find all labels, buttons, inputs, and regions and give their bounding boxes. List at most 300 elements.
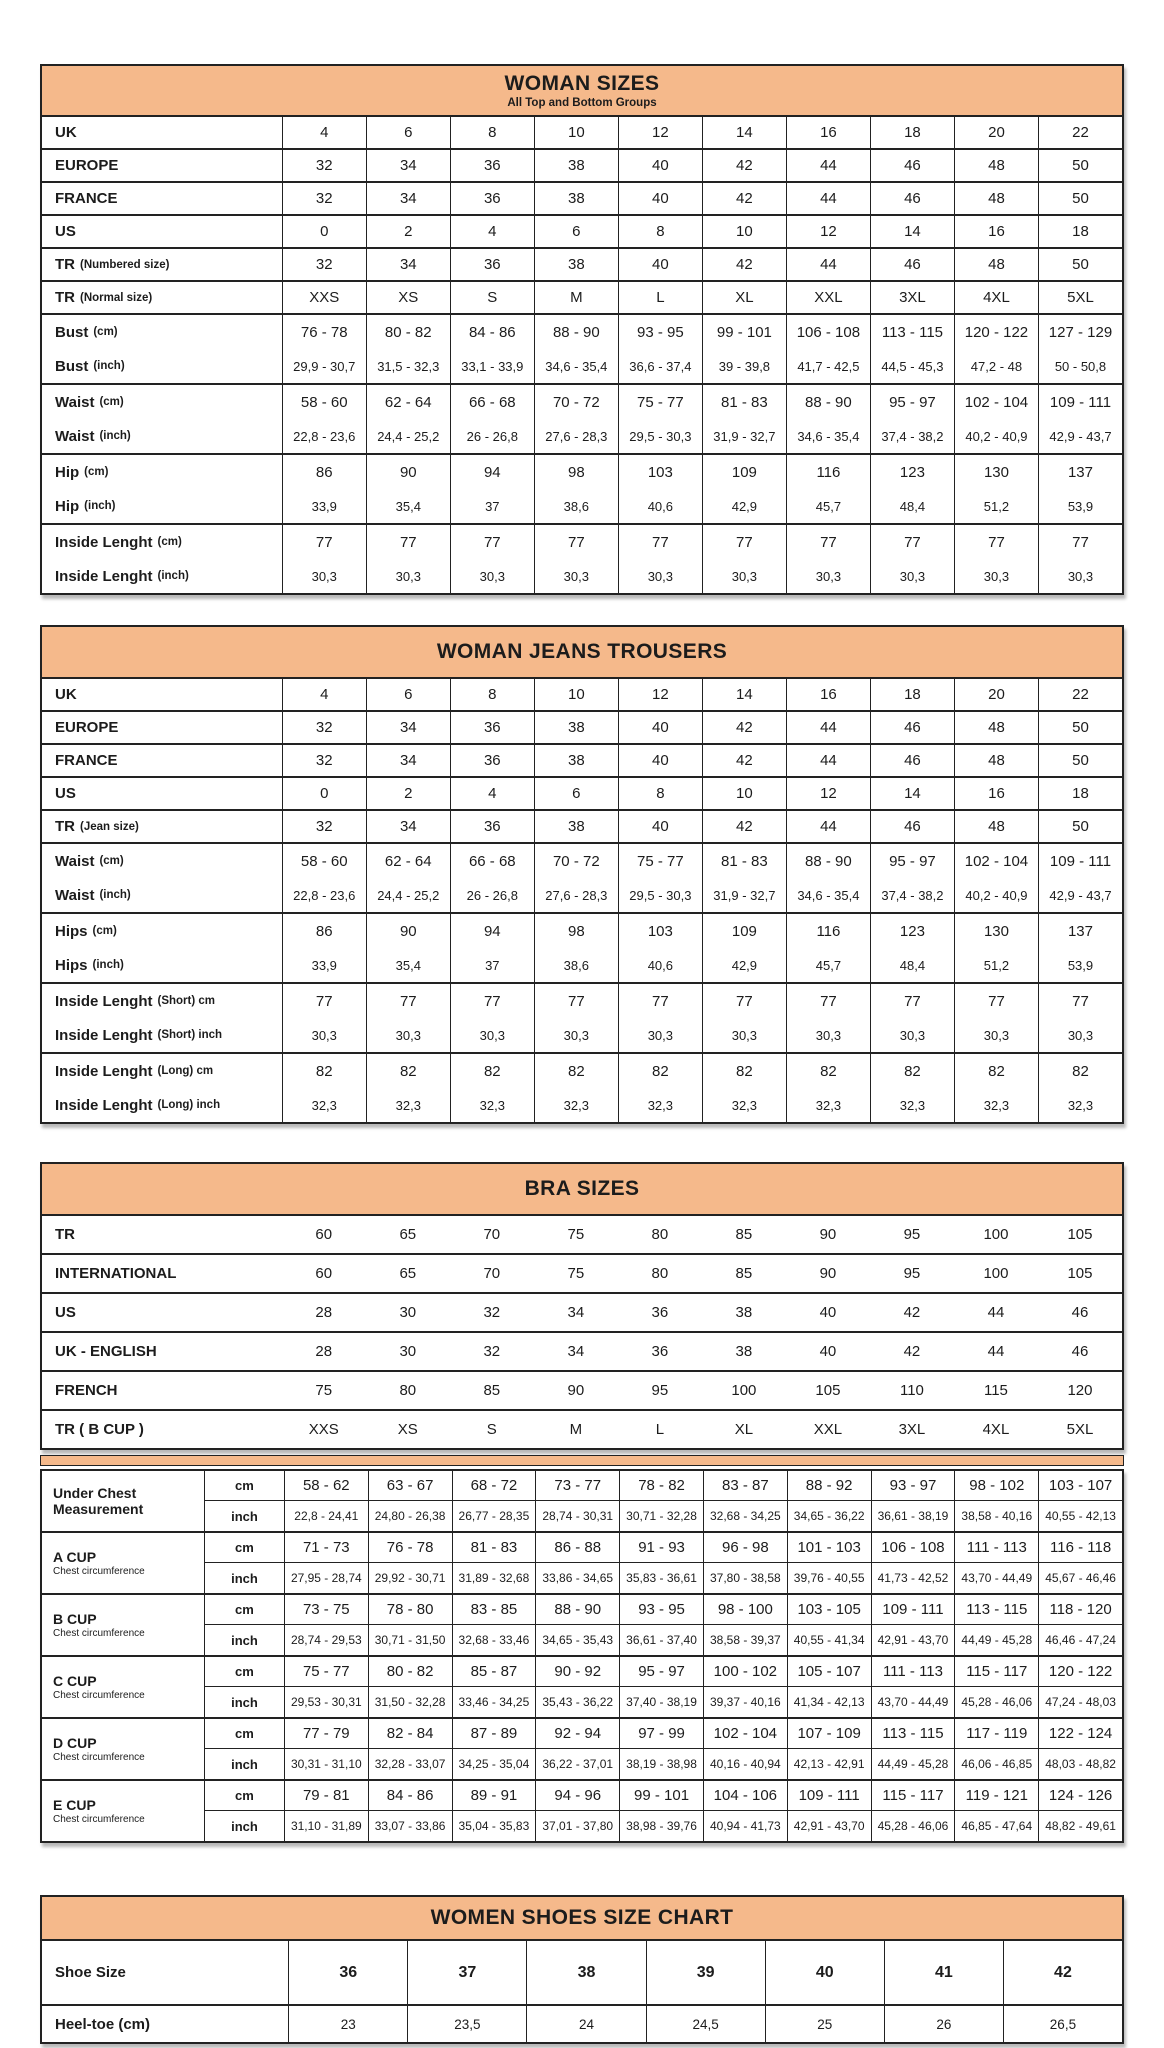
table-row: [42, 679, 1122, 710]
row-label-text: UK: [55, 686, 77, 703]
size-value-cell: 34,65 - 36,22: [787, 1501, 871, 1531]
size-value-cell: L: [655, 1421, 665, 1438]
row-label-text: US: [55, 785, 76, 802]
size-value-cell: 77: [534, 984, 618, 1018]
size-value-cell: 36: [288, 1941, 407, 2004]
size-value-cell: 62 - 64: [366, 385, 450, 419]
size-value-cell: 82: [366, 1054, 450, 1088]
size-value-cell: 34,25 - 35,04: [452, 1749, 536, 1779]
size-value-cell: 32,28 - 33,07: [368, 1749, 452, 1779]
size-value-cell: 75: [315, 1382, 333, 1399]
size-value-cell: 26 - 26,8: [450, 878, 534, 912]
size-value-cell: 45,28 - 46,06: [871, 1811, 955, 1841]
size-value-cell: 90: [366, 455, 450, 489]
size-value-cell: 28,74 - 29,53: [284, 1625, 368, 1655]
table-row: [42, 745, 1122, 776]
row-label-text: Bust: [55, 357, 89, 375]
table-row: [42, 183, 1122, 214]
size-value-cell: 82 - 84: [368, 1719, 452, 1749]
row-label: [42, 282, 282, 313]
size-value-cell: 36,61 - 37,40: [619, 1625, 703, 1655]
size-value-cell: 26,77 - 28,35: [452, 1501, 536, 1531]
size-value-cell: 32: [282, 183, 366, 214]
size-value-cell: 40,6: [618, 489, 702, 523]
size-value-cell: 30,3: [366, 1018, 450, 1052]
size-value-cell: 86: [282, 455, 366, 489]
size-value-cell: 48: [954, 183, 1038, 214]
table-row: [42, 984, 1122, 1018]
row-label-text: Shoe Size: [55, 1964, 126, 1981]
size-value-cell: 80 - 82: [368, 1657, 452, 1687]
size-value-cell: 46: [1071, 1343, 1089, 1360]
row-label: [42, 948, 282, 982]
size-value-cell: 38: [534, 712, 618, 743]
size-value-cell: 22,8 - 24,41: [284, 1501, 368, 1531]
size-value-cell: 46: [870, 150, 954, 181]
size-value-cell: 14: [870, 778, 954, 809]
size-value-cell: 85: [483, 1382, 501, 1399]
size-value-cell: 116 - 118: [1038, 1533, 1122, 1563]
size-value-cell: 22,8 - 23,6: [282, 878, 366, 912]
size-value-cell: 71 - 73: [284, 1533, 368, 1563]
size-value-cell: 84 - 86: [368, 1781, 452, 1811]
row-label: [42, 1941, 288, 2004]
size-value-cell: XS: [397, 1421, 418, 1438]
size-value-cell: 85: [735, 1265, 753, 1282]
shoes-header: [42, 1897, 1122, 1941]
size-value-cell: 95: [651, 1382, 669, 1399]
size-value-cell: 10: [534, 117, 618, 148]
row-group: [42, 844, 1122, 914]
size-value-cell: 38: [534, 249, 618, 280]
size-value-cell: 63 - 67: [368, 1471, 452, 1501]
size-value-cell: 83 - 85: [452, 1595, 536, 1625]
size-value-cell: 6: [366, 117, 450, 148]
row-label-text: TR: [55, 818, 75, 835]
size-value-cell: 38: [534, 745, 618, 776]
size-value-cell: 95: [903, 1226, 921, 1243]
size-value-cell: 120: [1067, 1382, 1093, 1399]
size-value-cell: 24: [526, 2006, 645, 2042]
unit-cell: inch: [204, 1749, 284, 1779]
row-label: [42, 712, 282, 743]
size-value-cell: 30: [399, 1304, 417, 1321]
size-value-cell: 92 - 94: [535, 1719, 619, 1749]
row-label-text: TR: [55, 1226, 75, 1243]
cup-row-group: [42, 1595, 1122, 1657]
row-label: [42, 525, 282, 559]
size-value-cell: 77: [366, 525, 450, 559]
size-value-cell: 95 - 97: [619, 1657, 703, 1687]
size-value-cell: 36,22 - 37,01: [535, 1749, 619, 1779]
size-value-cell: 82: [702, 1054, 786, 1088]
size-value-cell: 46: [870, 712, 954, 743]
row-group: [42, 679, 1122, 712]
size-value-cell: 77: [954, 525, 1038, 559]
size-value-cell: 82: [282, 1054, 366, 1088]
size-value-cell: 50: [1038, 712, 1122, 743]
row-label-note: (Jean size): [80, 820, 139, 833]
row-label-text: Inside Lenght: [55, 992, 153, 1010]
size-value-cell: 32,3: [954, 1088, 1038, 1122]
row-label-note: (inch): [84, 500, 116, 512]
size-value-cell: 39,37 - 40,16: [703, 1687, 787, 1717]
size-value-cell: 32,3: [534, 1088, 618, 1122]
size-value-cell: XXS: [282, 282, 366, 313]
size-value-cell: 103: [618, 914, 702, 948]
size-value-cell: 30,3: [282, 559, 366, 593]
size-value-cell: 77: [870, 525, 954, 559]
size-value-cell: 40,55 - 41,34: [787, 1625, 871, 1655]
size-value-cell: 38,98 - 39,76: [619, 1811, 703, 1841]
size-value-cell: 38,6: [534, 948, 618, 982]
size-value-cell: 107 - 109: [787, 1719, 871, 1749]
size-value-cell: 6: [366, 679, 450, 710]
size-value-cell: 25: [765, 2006, 884, 2042]
row-label-note: (cm): [84, 466, 109, 478]
size-value-cell: 26: [884, 2006, 1003, 2042]
row-label-text: Waist: [55, 852, 95, 870]
size-value-cell: 109 - 111: [1038, 385, 1122, 419]
row-label: [42, 183, 282, 214]
size-value-cell: 26,5: [1003, 2006, 1122, 2042]
woman-sizes-table: [40, 64, 1124, 595]
size-value-cell: 37: [450, 948, 534, 982]
row-label: [42, 1372, 282, 1409]
size-value-cell: 45,67 - 46,46: [1038, 1563, 1122, 1593]
size-value-cell: 65: [399, 1226, 417, 1243]
size-value-cell: 76 - 78: [368, 1533, 452, 1563]
table-row: [42, 559, 1122, 593]
size-value-cell: 47,2 - 48: [954, 349, 1038, 383]
size-value-cell: 29,5 - 30,3: [618, 878, 702, 912]
table-row: [42, 315, 1122, 349]
table-row: [42, 778, 1122, 809]
size-value-cell: 30,3: [702, 1018, 786, 1052]
size-value-cell: 77: [870, 984, 954, 1018]
size-value-cell: 85 - 87: [452, 1657, 536, 1687]
size-value-cell: 115 - 117: [871, 1781, 955, 1811]
row-label-note: (cm): [99, 855, 124, 867]
size-value-cell: 42: [903, 1343, 921, 1360]
row-label: [42, 455, 282, 489]
size-value-cell: 31,5 - 32,3: [366, 349, 450, 383]
size-value-cell: 10: [534, 679, 618, 710]
row-label: [42, 1719, 204, 1779]
row-group: [42, 1333, 1122, 1372]
size-value-cell: 70 - 72: [534, 844, 618, 878]
row-label: [42, 1533, 204, 1593]
size-value-cell: 109: [702, 914, 786, 948]
size-value-cell: 36: [651, 1304, 669, 1321]
row-label-text: UK - ENGLISH: [55, 1343, 157, 1360]
size-value-cell: 30,3: [534, 559, 618, 593]
row-label-note: (Long) cm: [157, 1065, 214, 1077]
size-value-cell: 48: [954, 150, 1038, 181]
size-value-cell: 75 - 77: [618, 844, 702, 878]
row-label-note: (inch): [93, 360, 125, 372]
size-value-cell: 58 - 60: [282, 385, 366, 419]
size-value-cell: 33,9: [282, 489, 366, 523]
size-value-cell: 76 - 78: [282, 315, 366, 349]
size-value-cell: 30,3: [534, 1018, 618, 1052]
size-value-cell: 105 - 107: [787, 1657, 871, 1687]
size-value-cell: 33,86 - 34,65: [535, 1563, 619, 1593]
row-label-note: (Long) inch: [157, 1099, 221, 1111]
size-value-cell: 40,2 - 40,9: [954, 419, 1038, 453]
size-value-cell: 109 - 111: [1038, 844, 1122, 878]
size-value-cell: 77: [618, 525, 702, 559]
size-value-cell: 47,24 - 48,03: [1038, 1687, 1122, 1717]
row-label-note: (Short) cm: [157, 995, 215, 1007]
row-label-text: FRANCE: [55, 752, 118, 769]
row-group: [42, 249, 1122, 282]
size-value-cell: 12: [618, 679, 702, 710]
size-value-cell: 39 - 39,8: [702, 349, 786, 383]
size-value-cell: 111 - 113: [871, 1657, 955, 1687]
size-value-cell: 103: [618, 455, 702, 489]
size-value-cell: 80 - 82: [366, 315, 450, 349]
size-value-cell: 60: [315, 1265, 333, 1282]
row-group: [42, 1255, 1122, 1294]
row-label-note: (Normal size): [80, 291, 153, 304]
size-value-cell: 32: [282, 745, 366, 776]
size-value-cell: 119 - 121: [954, 1781, 1038, 1811]
row-group: [42, 150, 1122, 183]
size-value-cell: 34: [366, 249, 450, 280]
row-label-note: (inch): [157, 570, 189, 582]
size-value-cell: 34,65 - 35,43: [535, 1625, 619, 1655]
row-label-text: TR: [55, 289, 75, 306]
size-value-cell: 30,3: [618, 559, 702, 593]
table-row: [42, 948, 1122, 982]
size-value-cell: 12: [786, 216, 870, 247]
size-value-cell: 30,3: [954, 1018, 1038, 1052]
size-value-cell: 68 - 72: [452, 1471, 536, 1501]
size-value-cell: 41,34 - 42,13: [787, 1687, 871, 1717]
size-value-cell: 23: [288, 2006, 407, 2042]
row-label: [42, 1255, 282, 1292]
row-group: [42, 1054, 1122, 1122]
size-value-cell: 12: [786, 778, 870, 809]
row-label-note: Chest circumference: [53, 1752, 145, 1764]
size-value-cell: 41: [884, 1941, 1003, 2004]
size-value-cell: 80: [399, 1382, 417, 1399]
row-label-text: TR: [55, 256, 75, 273]
table-subtitle: All Top and Bottom Groups: [507, 97, 657, 109]
size-value-cell: 44: [786, 150, 870, 181]
row-label-text: C CUP: [53, 1672, 97, 1689]
size-value-cell: 31,9 - 32,7: [702, 878, 786, 912]
size-value-cell: 103 - 105: [787, 1595, 871, 1625]
table-title: WOMAN SIZES: [504, 72, 660, 95]
size-value-cell: 16: [954, 778, 1038, 809]
size-value-cell: 40,6: [618, 948, 702, 982]
size-value-cell: 137: [1038, 914, 1122, 948]
size-value-cell: 75: [567, 1265, 585, 1282]
size-value-cell: 137: [1038, 455, 1122, 489]
size-value-cell: 116: [786, 455, 870, 489]
shoes-table: [40, 1895, 1124, 2044]
size-value-cell: 93 - 95: [618, 315, 702, 349]
size-value-cell: 81 - 83: [702, 844, 786, 878]
size-value-cell: 32,68 - 34,25: [703, 1501, 787, 1531]
size-value-cell: 42: [1003, 1941, 1122, 2004]
size-value-cell: 80: [651, 1265, 669, 1282]
size-value-cell: 70: [483, 1226, 501, 1243]
size-value-cell: 42,9: [702, 948, 786, 982]
size-value-cell: 46,46 - 47,24: [1038, 1625, 1122, 1655]
size-value-cell: 34,6 - 35,4: [786, 419, 870, 453]
size-value-cell: 35,4: [366, 948, 450, 982]
size-value-cell: 30,3: [618, 1018, 702, 1052]
size-value-cell: 40: [618, 745, 702, 776]
size-value-cell: 46: [870, 745, 954, 776]
size-value-cell: 90 - 92: [535, 1657, 619, 1687]
size-value-cell: 50: [1038, 745, 1122, 776]
size-value-cell: 28: [315, 1343, 333, 1360]
row-label-text: TR ( B CUP ): [55, 1421, 144, 1438]
size-value-cell: 130: [954, 914, 1038, 948]
size-value-cell: 44: [987, 1304, 1005, 1321]
size-value-cell: 2: [366, 778, 450, 809]
size-value-cell: 99 - 101: [702, 315, 786, 349]
size-value-cell: 90: [366, 914, 450, 948]
size-value-cell: 32,3: [366, 1088, 450, 1122]
row-label-text: FRANCE: [55, 190, 118, 207]
table-row: [42, 1216, 1122, 1253]
size-value-cell: 16: [954, 216, 1038, 247]
size-value-cell: 42,9 - 43,7: [1038, 419, 1122, 453]
row-label-text: US: [55, 1304, 76, 1321]
size-value-cell: 85: [735, 1226, 753, 1243]
size-value-cell: 0: [282, 216, 366, 247]
size-value-cell: 30,3: [786, 559, 870, 593]
size-value-cell: 28,74 - 30,31: [535, 1501, 619, 1531]
row-label-note: (cm): [93, 326, 118, 338]
size-value-cell: 88 - 90: [534, 315, 618, 349]
size-value-cell: 30,71 - 32,28: [619, 1501, 703, 1531]
size-value-cell: 37: [450, 489, 534, 523]
size-value-cell: 16: [786, 679, 870, 710]
size-value-cell: 29,5 - 30,3: [618, 419, 702, 453]
size-value-cell: 124 - 126: [1038, 1781, 1122, 1811]
size-value-cell: 73 - 77: [535, 1471, 619, 1501]
size-value-cell: 32: [282, 811, 366, 842]
size-value-cell: 79 - 81: [284, 1781, 368, 1811]
row-label-text: EUROPE: [55, 157, 119, 174]
row-label: [42, 679, 282, 710]
row-group: [42, 778, 1122, 811]
size-value-cell: 14: [702, 117, 786, 148]
size-value-cell: 100: [983, 1226, 1009, 1243]
size-value-cell: 94: [450, 914, 534, 948]
size-value-cell: 93 - 95: [619, 1595, 703, 1625]
size-value-cell: 51,2: [954, 489, 1038, 523]
bra-sizes-body: [42, 1216, 1122, 1448]
size-value-cell: 42: [702, 249, 786, 280]
table-title: BRA SIZES: [524, 1177, 640, 1200]
size-value-cell: 37,40 - 38,19: [619, 1687, 703, 1717]
size-value-cell: 115 - 117: [954, 1657, 1038, 1687]
size-value-cell: 118 - 120: [1038, 1595, 1122, 1625]
size-value-cell: 41,73 - 42,52: [871, 1563, 955, 1593]
size-value-cell: 27,95 - 28,74: [284, 1563, 368, 1593]
size-value-cell: 46: [870, 811, 954, 842]
size-value-cell: 58 - 60: [282, 844, 366, 878]
size-value-cell: 122 - 124: [1038, 1719, 1122, 1749]
size-value-cell: 83 - 87: [703, 1471, 787, 1501]
size-value-cell: 77: [1038, 984, 1122, 1018]
size-value-cell: 32: [282, 712, 366, 743]
size-value-cell: 18: [1038, 216, 1122, 247]
woman-jeans-body: [42, 679, 1122, 1122]
size-value-cell: 98: [534, 914, 618, 948]
row-group: [42, 117, 1122, 150]
size-value-cell: 22: [1038, 117, 1122, 148]
size-value-cell: 36: [450, 811, 534, 842]
size-value-cell: 90: [567, 1382, 585, 1399]
size-value-cell: 30,3: [366, 559, 450, 593]
size-value-cell: 32: [282, 150, 366, 181]
size-value-cell: 116: [786, 914, 870, 948]
woman-sizes-body: [42, 117, 1122, 593]
row-label-note: (Short) inch: [157, 1029, 223, 1041]
size-value-cell: 18: [1038, 778, 1122, 809]
bra-sizes-header: [42, 1164, 1122, 1216]
table-row: [42, 1294, 1122, 1331]
size-value-cell: 32,3: [786, 1088, 870, 1122]
size-value-cell: 34: [567, 1304, 585, 1321]
size-value-cell: 27,6 - 28,3: [534, 878, 618, 912]
size-value-cell: 88 - 92: [787, 1471, 871, 1501]
size-value-cell: 40: [819, 1343, 837, 1360]
table-row: [42, 385, 1122, 419]
size-value-cell: 29,9 - 30,7: [282, 349, 366, 383]
size-value-cell: 77: [366, 984, 450, 1018]
row-label-note: (cm): [157, 536, 182, 548]
size-value-cell: 93 - 97: [871, 1471, 955, 1501]
row-label: [42, 914, 282, 948]
row-label: [42, 1595, 204, 1655]
row-label-text: Hip: [55, 497, 80, 515]
table-row: [42, 1088, 1122, 1122]
cup-row-group: [42, 1471, 1122, 1533]
size-value-cell: 105: [815, 1382, 841, 1399]
size-value-cell: 84 - 86: [450, 315, 534, 349]
size-value-cell: 77: [786, 525, 870, 559]
size-value-cell: 30,3: [954, 559, 1038, 593]
table-row: [42, 1941, 1122, 2004]
woman-sizes-header: [42, 66, 1122, 117]
size-value-cell: 110: [899, 1382, 924, 1399]
size-value-cell: 120 - 122: [1038, 1657, 1122, 1687]
size-value-cell: 50: [1038, 811, 1122, 842]
table-row: [42, 1018, 1122, 1052]
size-value-cell: 4: [450, 216, 534, 247]
size-value-cell: 77: [282, 525, 366, 559]
divider-strip: [40, 1455, 1124, 1466]
size-value-cell: 30,3: [1038, 1018, 1122, 1052]
size-value-cell: 32,3: [618, 1088, 702, 1122]
size-value-cell: 113 - 115: [954, 1595, 1038, 1625]
row-label: [42, 1088, 282, 1122]
size-value-cell: 46: [870, 183, 954, 214]
size-value-cell: 44: [786, 249, 870, 280]
row-label: [42, 559, 282, 593]
row-label-note: Chest circumference: [53, 1814, 145, 1826]
row-label-text: Waist: [55, 886, 95, 904]
